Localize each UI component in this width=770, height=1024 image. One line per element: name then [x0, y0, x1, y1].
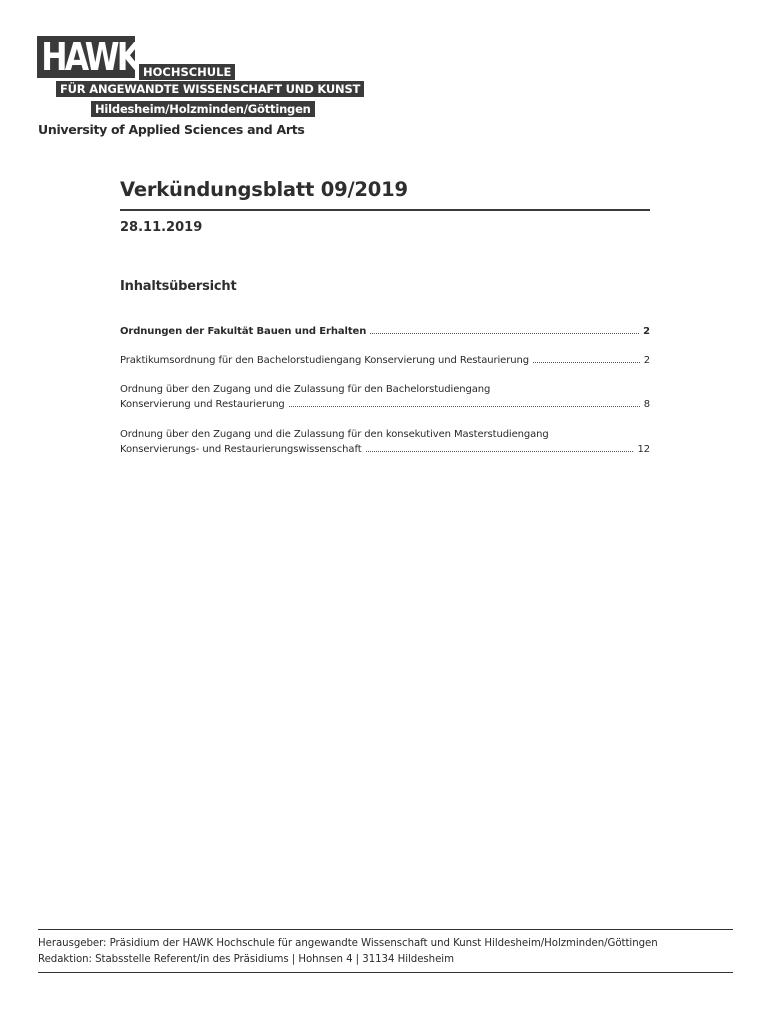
footer-divider-bottom: [38, 972, 733, 973]
document-date: 28.11.2019: [120, 220, 203, 235]
logo-line-locations: Hildesheim/Holzminden/Göttingen: [91, 101, 315, 117]
toc-entry[interactable]: [120, 324, 650, 339]
toc-heading: Inhaltsübersicht: [120, 279, 237, 294]
footer-editorial: Redaktion: Stabsstelle Referent/in des Präsidiums | Hohnsen 4 | 31134 Hildesheim: [38, 953, 454, 965]
toc-dot-leader: [289, 405, 640, 407]
toc-page-number: 2: [643, 355, 650, 366]
toc-entry-title: Ordnungen der Fakultät Bauen und Erhalten: [120, 326, 367, 337]
logo-tagline: University of Applied Sciences and Arts: [38, 122, 305, 137]
document-title: Verkündungsblatt 09/2019: [120, 178, 408, 201]
toc-dot-leader: [366, 450, 634, 452]
logo-line-full-name: FÜR ANGEWANDTE WISSENSCHAFT UND KUNST: [56, 81, 364, 97]
toc-page-number: 8: [643, 399, 650, 410]
logo-line-hochschule: HOCHSCHULE: [139, 64, 235, 80]
toc-entry[interactable]: [120, 427, 650, 457]
toc-entry[interactable]: [120, 353, 650, 368]
toc-entry-title: Praktikumsordnung für den Bachelorstudiengang Konservierung und Restaurierung: [120, 355, 529, 366]
footer: [38, 936, 658, 967]
toc-page-number: 12: [637, 444, 650, 455]
toc-dot-leader: [370, 332, 639, 334]
logo-wordmark: HAWK: [41, 35, 139, 79]
title-divider: [120, 209, 650, 211]
toc-dot-leader: [533, 361, 640, 363]
toc-page-number: 2: [643, 326, 650, 337]
toc-entry-title-line1: Ordnung über den Zugang und die Zulassung für den konsekutiven Masterstudiengang: [120, 429, 549, 440]
toc-entry-title-line2: Konservierungs- und Restaurierungswissenschaft: [120, 444, 362, 455]
hawk-logo: [37, 35, 139, 79]
toc-entry[interactable]: [120, 382, 650, 412]
footer-divider-top: [38, 929, 733, 930]
footer-publisher: Herausgeber: Präsidium der HAWK Hochschule für angewandte Wissenschaft und Kunst Hildesheim/Holzminden/Göttingen: [38, 938, 658, 949]
toc-entry-title-line1: Ordnung über den Zugang und die Zulassung für den Bachelorstudiengang: [120, 384, 491, 395]
toc-entry-title-line2: Konservierung und Restaurierung: [120, 399, 285, 410]
